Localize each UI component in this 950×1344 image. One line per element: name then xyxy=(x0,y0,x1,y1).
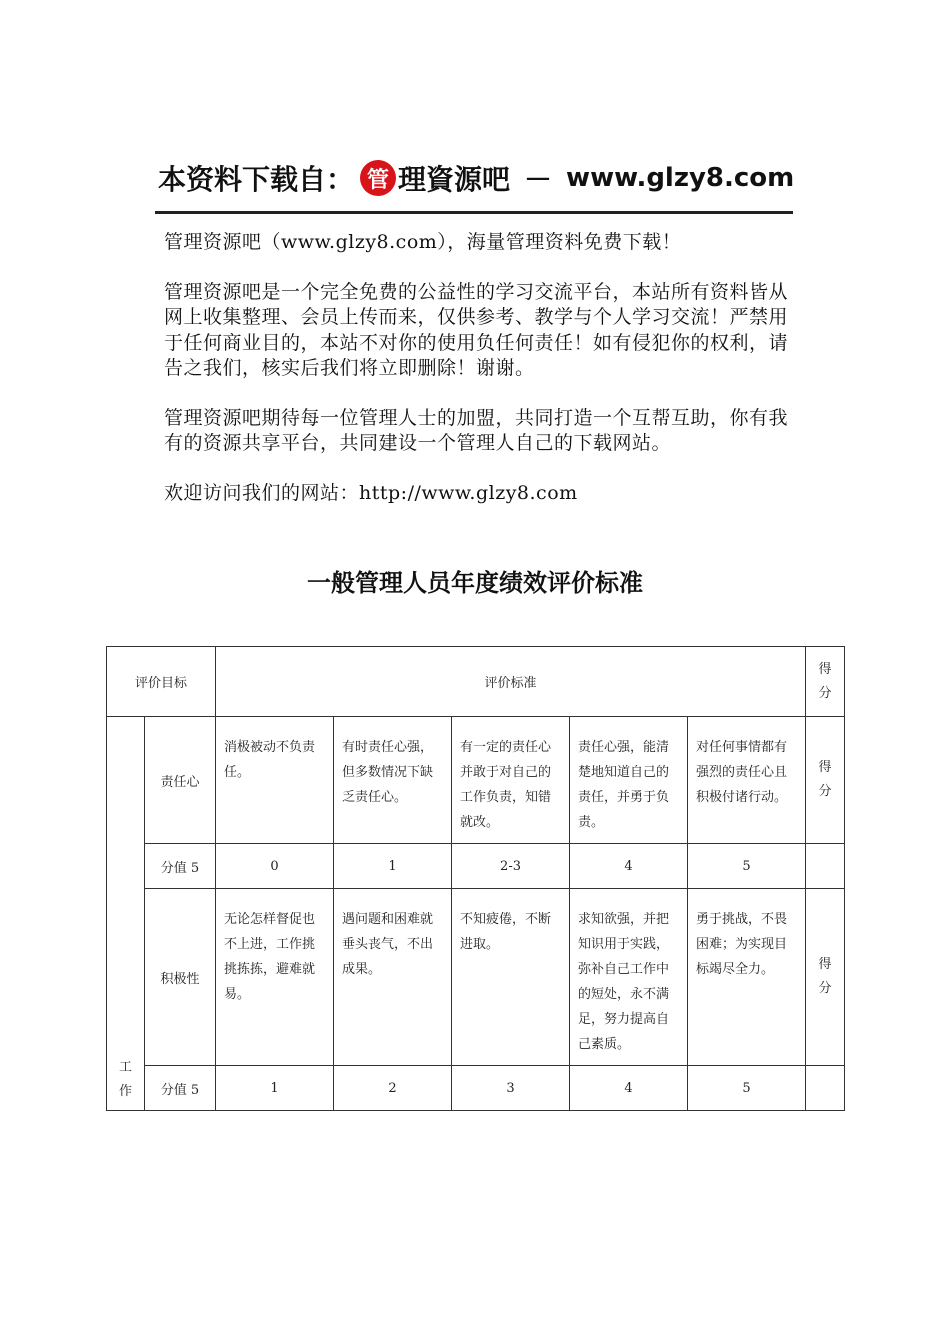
value-cell: 0 xyxy=(216,844,334,889)
banner-dash: － xyxy=(524,163,553,196)
table-header-row xyxy=(107,647,845,717)
intro-paragraph-2: 管理资源吧是一个完全免费的公益性的学习交流平台，本站所有资料皆从网上收集整理、会员上传而来，仅供参考、教学与个人学习交流！严禁用于任何商业目的，本站不对你的使用负任何责任！如有侵犯你的权利，请告之我们，核实后我们将立即删除！谢谢。 xyxy=(164,280,789,379)
intro-text xyxy=(164,230,794,530)
level-description: 有时责任心强，但多数情况下缺乏责任心。 xyxy=(334,717,452,844)
value-cell: 2-3 xyxy=(452,844,570,889)
header-standard-label: 评价标准 xyxy=(484,676,537,691)
value-cell: 5 xyxy=(688,844,806,889)
header-target xyxy=(107,647,216,717)
level-description: 求知欲强，并把知识用于实践，弥补自己工作中的短处，永不满足，努力提高自己素质。 xyxy=(570,889,688,1066)
criterion-name xyxy=(145,889,216,1066)
level-description: 不知疲倦，不断进取。 xyxy=(452,889,570,1066)
score-input-cell[interactable] xyxy=(806,1066,845,1111)
score-cell xyxy=(806,889,845,1066)
score-input-cell[interactable] xyxy=(806,844,845,889)
value-cell: 1 xyxy=(216,1066,334,1111)
logo-icon: 管 xyxy=(360,160,396,196)
banner-prefix: 本资料下载自： xyxy=(158,163,355,196)
criterion-label: 积极性 xyxy=(160,971,200,987)
score-label: 得分 xyxy=(818,957,832,996)
download-banner xyxy=(158,150,798,210)
value-cell: 3 xyxy=(452,1066,570,1111)
value-cell: 1 xyxy=(334,844,452,889)
value-label-cell xyxy=(145,844,216,889)
criterion-name xyxy=(145,717,216,844)
level-description: 勇于挑战，不畏困难；为实现目标竭尽全力。 xyxy=(688,889,806,1066)
category-cell xyxy=(107,717,145,1111)
table-row xyxy=(107,1066,845,1111)
score-cell xyxy=(806,717,845,844)
evaluation-table xyxy=(106,646,845,1111)
value-cell: 5 xyxy=(688,1066,806,1111)
document-title: 一般管理人员年度绩效评价标准 xyxy=(307,568,643,597)
value-label-cell xyxy=(145,1066,216,1111)
header-score xyxy=(806,647,845,717)
intro-paragraph-3: 管理资源吧期待每一位管理人士的加盟，共同打造一个互帮互助，你有我有的资源共享平台，共同建设一个管理人自己的下载网站。 xyxy=(164,406,789,454)
banner-brand: 理資源吧 xyxy=(398,163,511,196)
level-description: 对任何事情都有强烈的责任心且积极付诸行动。 xyxy=(688,717,806,844)
criterion-label: 责任心 xyxy=(160,774,200,790)
table-row xyxy=(107,844,845,889)
category-label: 工作 xyxy=(118,1060,132,1099)
level-description: 消极被动不负责任。 xyxy=(216,717,334,844)
value-label: 分值 5 xyxy=(160,1082,200,1098)
value-label: 分值 5 xyxy=(160,860,200,876)
table-row xyxy=(107,889,845,1066)
level-description: 有一定的责任心并敢于对自己的工作负责，知错就改。 xyxy=(452,717,570,844)
header-target-label: 评价目标 xyxy=(135,676,188,691)
level-description: 遇问题和困难就垂头丧气，不出成果。 xyxy=(334,889,452,1066)
banner-row xyxy=(158,150,798,206)
table-row xyxy=(107,717,845,844)
banner-divider xyxy=(155,211,793,214)
value-cell: 4 xyxy=(570,1066,688,1111)
level-description: 责任心强，能清楚地知道自己的责任，并勇于负责。 xyxy=(570,717,688,844)
value-cell: 2 xyxy=(334,1066,452,1111)
score-label: 得分 xyxy=(818,760,832,799)
header-standard xyxy=(216,647,806,717)
level-description: 无论怎样督促也不上进，工作挑挑拣拣，避难就易。 xyxy=(216,889,334,1066)
intro-paragraph-4: 欢迎访问我们的网站：http://www.glzy8.com xyxy=(164,481,578,504)
banner-site-link[interactable]: www.glzy8.com xyxy=(566,163,795,193)
header-score-label: 得分 xyxy=(818,661,832,701)
intro-paragraph-1: 管理资源吧（www.glzy8.com），海量管理资料免费下载！ xyxy=(164,231,682,253)
value-cell: 4 xyxy=(570,844,688,889)
